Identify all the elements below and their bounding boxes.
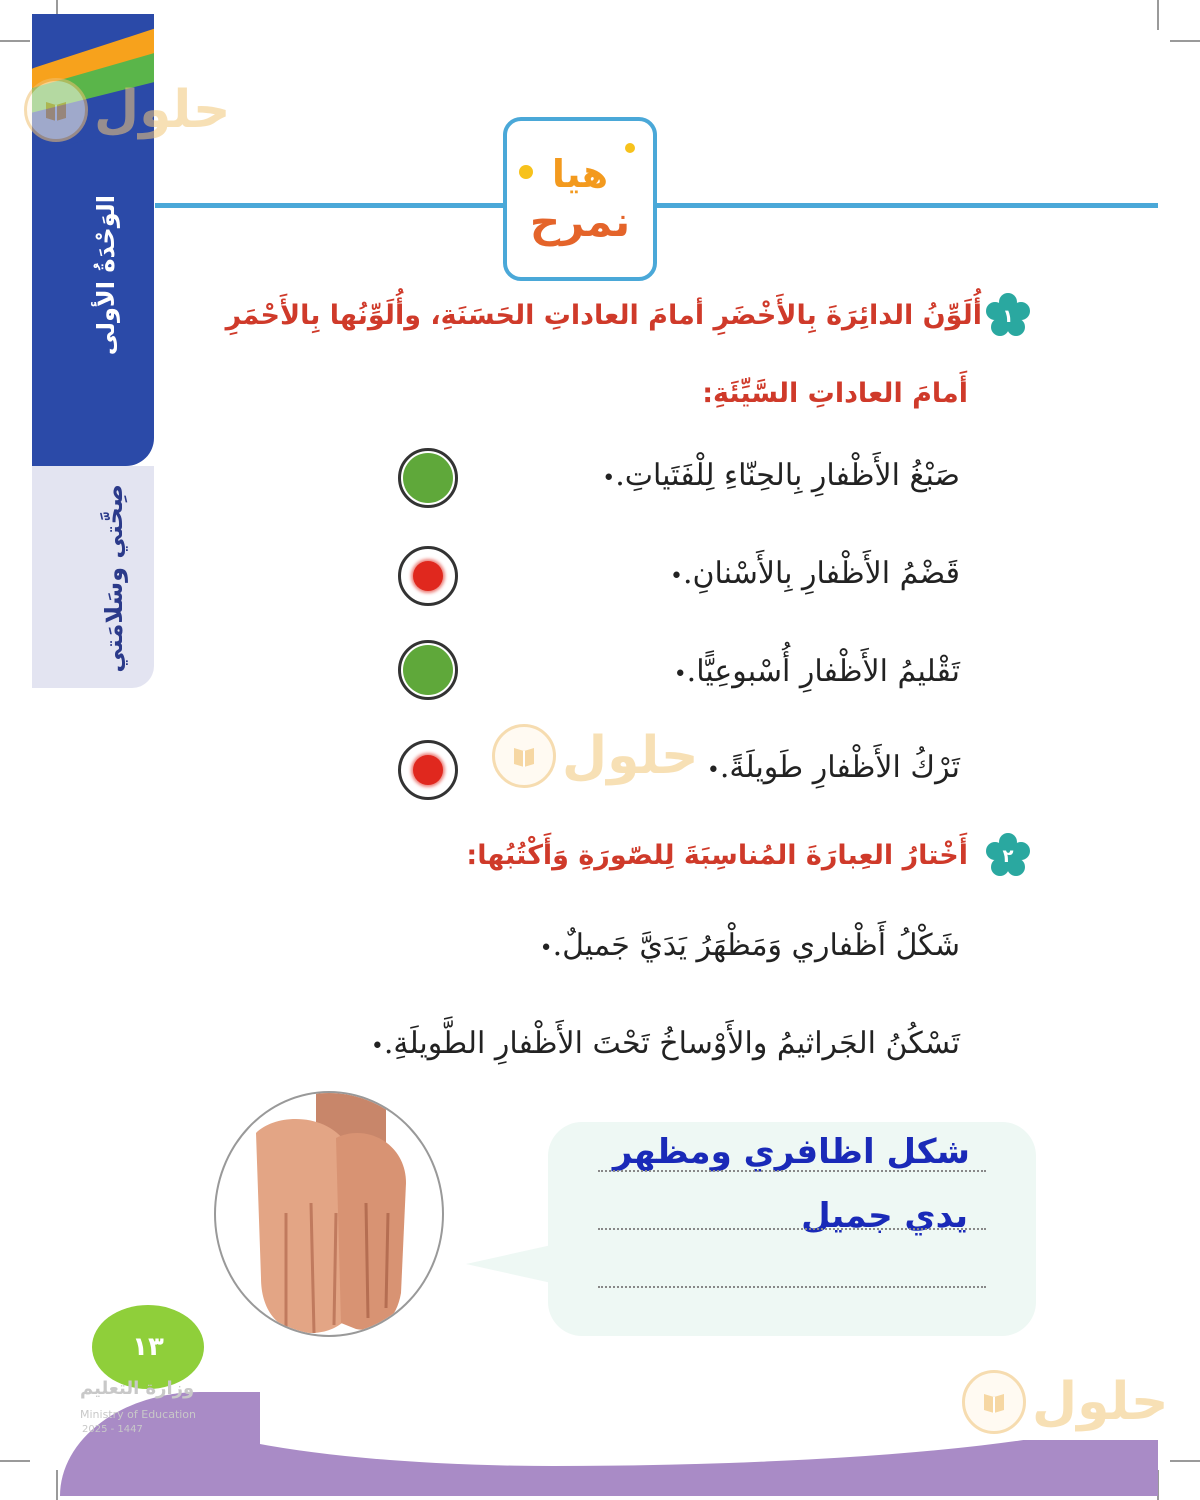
question1-instruction-line1: أُلَوِّنُ الدائِرَةَ بِالأَخْضَرِ أمامَ العاداتِ الحَسَنَةِ، وأُلَوِّنُها بِالأَحْمَرِ — [225, 300, 982, 331]
item-text: صَبْغُ الأَظْفارِ بِالحِنّاءِ لِلْفَتَياتِ. — [615, 458, 960, 493]
ministry-name-en: Ministry of Education — [80, 1408, 197, 1421]
writing-line — [598, 1228, 986, 1230]
book-icon — [962, 1370, 1026, 1434]
question-number: ١ — [1002, 305, 1014, 327]
question1-instruction-line2: أَمامَ العاداتِ السَّيِّئَةِ: — [702, 378, 968, 409]
answer-circle-red[interactable] — [398, 740, 458, 800]
watermark-text: حلول — [94, 80, 231, 140]
crop-mark — [0, 1460, 30, 1462]
list-item: تَقْليمُ الأَظْفارِ أُسْبوعِيًّا.• — [673, 654, 960, 689]
watermark-logo — [492, 724, 698, 788]
badge-line1: هيا — [551, 152, 609, 196]
writing-line — [598, 1286, 986, 1288]
crop-mark — [1170, 40, 1200, 42]
book-icon — [492, 724, 556, 788]
question-marker — [985, 293, 1031, 339]
option-text: شَكْلُ أَظْفاري وَمَظْهَرُ يَدَيَّ جَميلٌ. — [552, 928, 960, 963]
page-number: ١٣ — [92, 1305, 204, 1389]
answer-circle-green[interactable] — [398, 448, 458, 508]
list-item: تَرْكُ الأَظْفارِ طَويلَةً.• — [706, 750, 960, 785]
watermark-text: حلول — [1032, 1372, 1169, 1432]
answer-circle-red[interactable] — [398, 546, 458, 606]
watermark-text: حلول — [562, 726, 699, 786]
item-text: تَرْكُ الأَظْفارِ طَويلَةً. — [719, 750, 960, 785]
option-text: تَسْكُنُ الجَراثيمُ والأَوْساخُ تَحْتَ الأَظْفارِ الطَّويلَةِ. — [383, 1026, 960, 1061]
hands-image — [214, 1091, 444, 1337]
list-item: قَضْمُ الأَظْفارِ بِالأَسْنانِ.• — [669, 556, 960, 591]
activity-badge — [503, 117, 657, 281]
speech-bubble-tail — [466, 1244, 556, 1284]
crop-mark — [1170, 1460, 1200, 1462]
unit-subtitle: صِحَّتي وسَلامَتي — [100, 484, 128, 673]
edition-year: 2025 - 1447 — [82, 1424, 143, 1435]
watermark-logo — [962, 1370, 1168, 1434]
sidebar-lesson-tab — [32, 466, 154, 688]
list-item: صَبْغُ الأَظْفارِ بِالحِنّاءِ لِلْفَتَياتِ.• — [602, 458, 960, 493]
item-text: تَقْليمُ الأَظْفارِ أُسْبوعِيًّا. — [686, 654, 960, 689]
sun-icon — [519, 165, 533, 179]
crop-mark — [56, 1470, 58, 1500]
ministry-name: وزارة التعليم — [80, 1378, 195, 1399]
answer-line2[interactable]: يدي جميل — [801, 1196, 968, 1236]
question2-instruction: أَخْتارُ العِبارَةَ المُناسِبَةَ لِلصّورَةِ وَأَكْتُبُها: — [466, 840, 968, 871]
answer-circle-green[interactable] — [398, 640, 458, 700]
watermark-logo — [24, 78, 230, 142]
answer-line1[interactable]: شكل اظافري ومظهر — [612, 1132, 970, 1172]
list-item: تَسْكُنُ الجَراثيمُ والأَوْساخُ تَحْتَ الأَظْفارِ الطَّويلَةِ.• — [370, 1026, 960, 1061]
crop-mark — [0, 40, 30, 42]
badge-line2: نمرح — [529, 197, 631, 246]
book-icon — [24, 78, 88, 142]
question-number: ٢ — [1002, 845, 1014, 867]
list-item: شَكْلُ أَظْفاري وَمَظْهَرُ يَدَيَّ جَميلٌ.• — [539, 928, 960, 963]
item-text: قَضْمُ الأَظْفارِ بِالأَسْنانِ. — [682, 556, 960, 591]
question-marker — [985, 833, 1031, 879]
crop-mark — [1157, 0, 1159, 30]
unit-title: الوَحْدَةُ الأولى — [92, 195, 120, 356]
sparkle-icon — [625, 143, 635, 153]
writing-line — [598, 1170, 986, 1172]
